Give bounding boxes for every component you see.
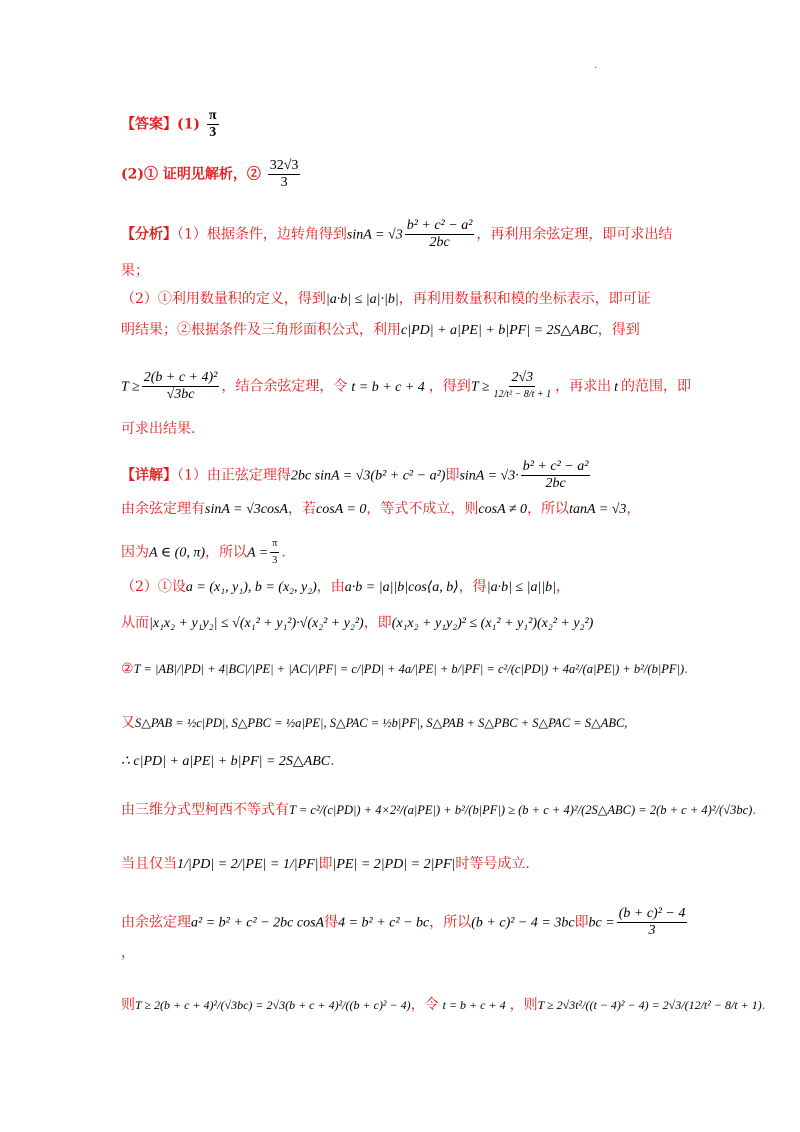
denominator: √3bc [166, 387, 195, 402]
analysis-line-2: 果； [121, 263, 149, 279]
fraction [492, 370, 554, 403]
math: A = [247, 545, 269, 561]
math: T = c²/(c|PD|) + 4×2²/(a|PE|) + b²/(b|PF|) ≥ (b + c + 4)²/(2S△ABC) = 2(b + c + 4)²/(√3bc) [289, 803, 753, 817]
text: ，结合余弦定理，令 [221, 378, 348, 395]
analysis-line-1 [121, 218, 672, 251]
text: ，等式不成立，则 [366, 501, 479, 517]
math: bc = [588, 915, 615, 931]
math: c|PD| + a|PE| + b|PF| = 2S△ABC [401, 323, 598, 338]
text: 因为 [121, 544, 149, 561]
numerator: b² + c² − a² [406, 218, 473, 233]
math: |PE| = 2|PD| = 2|PF| [332, 857, 456, 872]
text: ， [556, 579, 571, 595]
math: T ≥ [121, 379, 140, 395]
denominator: 3 [272, 555, 278, 566]
math: cosA ≠ 0 [478, 502, 528, 517]
analysis-line-5 [121, 370, 691, 403]
fraction [617, 906, 688, 939]
answer-1-fraction [207, 108, 219, 141]
text: ， [626, 501, 641, 517]
numerator: 32√3 [269, 158, 299, 173]
answer-part-2: (2) [121, 166, 144, 183]
math: |a·b| ≤ |a||b| [486, 580, 557, 595]
answer-line-1 [121, 108, 221, 141]
numerator: (b + c)² − 4 [618, 906, 686, 921]
denominator: 2bc [545, 476, 566, 491]
header-mark: . [594, 60, 598, 71]
detail-line-7 [121, 714, 627, 732]
math: 1/|PD| = 2/|PE| = 1/|PF| [177, 857, 319, 872]
answer-part-1: (1) [177, 116, 200, 133]
text: ，所以 [527, 501, 570, 517]
answer-part-2-text: ① 证明见解析，② [144, 166, 261, 183]
math: a² = b² + c² − 2bc cosA [191, 915, 325, 931]
text: ② [121, 661, 134, 677]
detail-line-11 [121, 906, 689, 939]
math: T = |AB|/|PD| + 4|BC|/|PE| + |AC|/|PF| = c/|PD| + 4a/|PE| + b/|PF| = c²/(c|PD|) + 4a²/(a|PE|) + b²/(b|PF|) [133, 662, 685, 676]
math: S△PAB = ½c|PD|, S△PBC = ½a|PE|, S△PAC = ½b|PF|, S△PAB + S△PBC + S△PAC = S△ABC, [135, 716, 628, 730]
text: ，若 [287, 501, 316, 517]
answer-line-2 [121, 158, 302, 191]
detail-line-3 [121, 536, 286, 569]
math: |a·b| ≤ |a|·|b| [325, 292, 399, 307]
numerator: b² + c² − a² [522, 459, 589, 474]
text: . [330, 753, 335, 769]
text: ，得到 [597, 322, 640, 338]
text: 时等号成立. [455, 856, 530, 872]
denominator: 2bc [429, 235, 450, 250]
text: 即 [574, 914, 589, 931]
text: ，再利用数量积和模的坐标表示，即可证 [398, 291, 651, 307]
text: ，令 [410, 997, 439, 1013]
text: ，得 [458, 579, 487, 595]
detail-line-10 [121, 855, 530, 874]
text: ，由 [316, 579, 345, 595]
text: . [761, 998, 766, 1012]
answer-tag: 【答案】 [121, 116, 177, 133]
math: t [614, 379, 619, 395]
text: （2）①设 [121, 579, 186, 595]
text: （1）由正弦定理得 [177, 467, 291, 484]
numerator: 2√3 [511, 370, 534, 385]
math: 2bc sinA = √3(b² + c² − a²) [290, 468, 446, 484]
text: ，得到 [428, 378, 471, 395]
detail-tag: 【详解】 [121, 467, 177, 484]
detail-line-13 [121, 996, 766, 1014]
math: sinA = √3· [459, 468, 519, 484]
text: 即 [445, 467, 460, 484]
math: t = b + c + 4 [442, 998, 506, 1012]
denominator: 3 [209, 125, 217, 140]
text: . [684, 661, 689, 676]
math: (x₁x₂ + y₁y₂)² ≤ (x₁² + y₁²)(x₂² + y₂²) [391, 616, 594, 631]
text: ，则 [509, 997, 538, 1013]
fraction [405, 218, 475, 251]
denominator: 3 [280, 175, 288, 190]
math: tanA = √3 [569, 502, 627, 517]
text: （1）根据条件，边转角得到 [177, 226, 347, 243]
detail-line-2 [121, 500, 640, 519]
detail-line-5 [121, 614, 593, 633]
answer-2-fraction [268, 158, 301, 191]
denominator: 3 [648, 923, 656, 938]
text: ，即 [363, 615, 392, 631]
text: 的范围，即 [621, 378, 692, 395]
math: sinA = √3cosA [205, 502, 288, 517]
fraction [270, 536, 279, 569]
text: （2）①利用数量积的定义，得到 [121, 291, 326, 307]
detail-line-8 [121, 752, 335, 771]
fraction [142, 370, 220, 403]
analysis-line-6: 可求出结果. [121, 421, 196, 437]
detail-line-9 [121, 801, 756, 819]
math: sinA = √3 [346, 227, 403, 243]
analysis-line-4 [121, 321, 640, 340]
math: T ≥ [470, 379, 490, 395]
math: A ∈ (0, π) [149, 545, 205, 561]
denominator: 12/t² − 8/t + 1 [493, 389, 552, 400]
text: 又 [121, 715, 135, 731]
detail-line-1 [121, 459, 592, 492]
math: T ≥ 2(b + c + 4)²/(√3bc) = 2√3(b + c + 4)²/((b + c)² − 4) [135, 998, 411, 1012]
text: ，所以 [429, 914, 472, 931]
text: 则 [121, 997, 135, 1013]
math: cosA = 0 [315, 502, 367, 517]
numerator: 2(b + c + 4)² [143, 370, 218, 385]
text: 从而 [121, 615, 149, 631]
text: 由余弦定理 [121, 914, 191, 931]
text: ，所以 [205, 544, 247, 561]
math: a·b = |a||b|cos⟨a, b⟩ [344, 580, 459, 595]
numerator: π [270, 536, 279, 553]
text: 当且仅当 [121, 856, 177, 872]
math: T ≥ 2√3t²/((t − 4)² − 4) = 2√3/(12/t² − 8/t + 1) [537, 998, 762, 1012]
detail-line-6 [121, 660, 688, 678]
analysis-tag: 【分析】 [121, 226, 177, 243]
math: (b + c)² − 4 = 3bc [471, 915, 575, 931]
analysis-line-3 [121, 290, 651, 309]
math: 4 = b² + c² − bc [338, 915, 430, 931]
math: a = (x₁, y₁), b = (x₂, y₂) [185, 580, 317, 595]
text: 明结果；②根据条件及三角形面积公式，利用 [121, 322, 401, 338]
math: |x₁x₂ + y₁y₂| ≤ √(x₁² + y₁²)·√(x₂² + y₂²) [149, 616, 364, 631]
math: t = b + c + 4 [351, 379, 425, 395]
text: 即 [318, 856, 333, 872]
math: ∴ c|PD| + a|PE| + b|PF| = 2S△ABC [121, 754, 331, 769]
numerator: π [208, 108, 217, 123]
text: ，再利用余弦定理，即可求出结 [476, 226, 673, 243]
text: . [281, 544, 286, 561]
detail-line-4 [121, 578, 570, 597]
text: 得 [324, 914, 339, 931]
fraction [521, 459, 591, 492]
text: . [752, 802, 757, 817]
text: ，再求出 [555, 378, 612, 395]
detail-line-12: ， [121, 945, 135, 961]
text: 由余弦定理有 [121, 501, 205, 517]
text: 由三维分式型柯西不等式有 [121, 802, 289, 818]
